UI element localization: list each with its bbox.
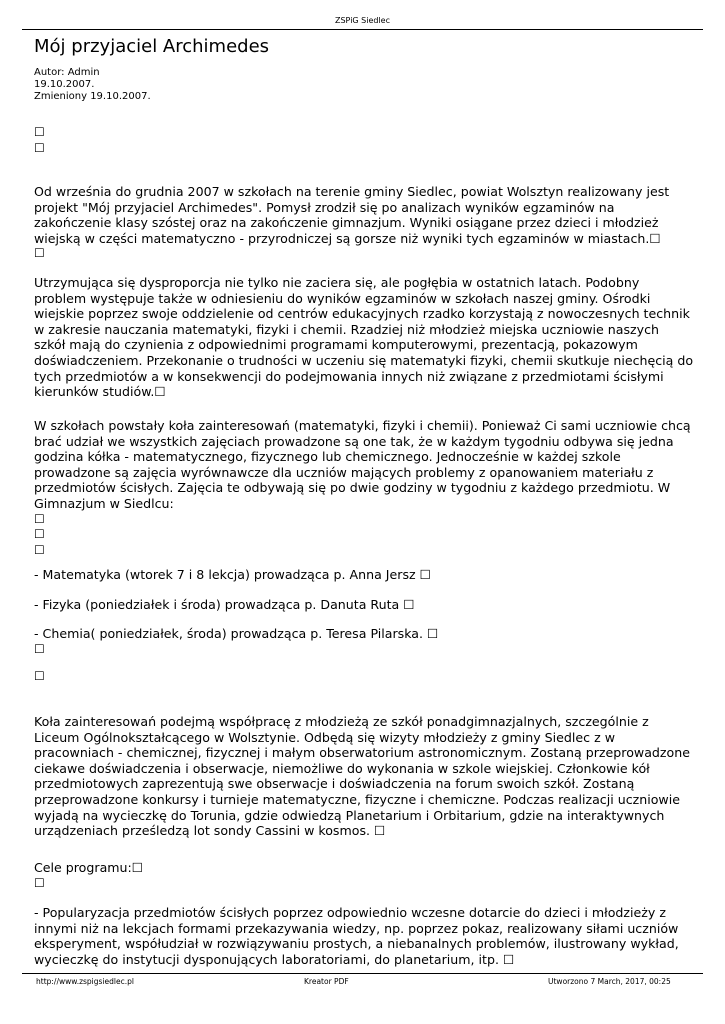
footer-divider <box>22 973 703 974</box>
published-date: 19.10.2007. <box>34 79 95 90</box>
paragraph-intro <box>34 184 694 262</box>
footer-generator: Kreator PDF <box>304 977 349 986</box>
placeholder-glyph: ☐ <box>34 246 45 261</box>
article-title: Mój przyjaciel Archimedes <box>34 36 270 57</box>
paragraph-goals <box>34 905 694 967</box>
placeholder-glyphs-1 <box>34 125 694 156</box>
article-meta <box>34 67 151 103</box>
list-item-chemistry <box>34 626 694 657</box>
list-item-text: - Chemia( poniedziałek, środa) prowadząca p. Teresa Pilarska. ☐ <box>34 626 439 641</box>
footer-url: http://www.zspigsiedlec.pl <box>36 977 134 986</box>
footer-created: Utworzono 7 March, 2017, 00:25 <box>548 977 671 986</box>
placeholder-glyph: ☐ <box>34 669 45 683</box>
author-line: Autor: Admin <box>34 67 100 78</box>
paragraph-disproportion <box>34 275 694 400</box>
paragraph-cooperation <box>34 714 694 839</box>
list-item-text: - Fizyka (poniedziałek i środa) prowadząca p. Danuta Ruta ☐ <box>34 597 415 612</box>
placeholder-glyph: ☐ <box>34 542 45 557</box>
placeholder-glyph: ☐ <box>34 511 45 526</box>
paragraph-text: Koła zainteresowań podejmą współpracę z młodzieżą ze szkół ponadgimnazjalnych, szczególnie z Liceum Ogólnokształcącego w Wolsztynie. Odbędą się wizyty młodzieży z gminy Siedlec z w pracowniach - chemicznej, fizycznej i małym obserwatorium astronomicznym. Zostaną przeprowadzone ciekawe doświadczenia i obserwacje, niemożliwe do wykonania w szkole wiejskiej. Członkowie kół przedmiotowych zaprezentują swe obserwacje i doświadczenia na forum swoich szkół. Zostaną przeprowadzone konkursy i turnieje matematyczne, fizyczne i chemiczne. Podczas realizacji uczniowie wyjadą na wycieczkę do Torunia, gdzie odwiedzą Planetarium i Orbitarium, gdzie na interaktywnych urządzeniach prześledzą lot sondy Cassini w kosmos. ☐ <box>34 714 690 839</box>
paragraph-text: Utrzymująca się dysproporcja nie tylko nie zaciera się, ale pogłębia w ostatnich latach. Podobny problem występuje także w odniesieniu do wyników egzaminów w szkołach naszej gminy. Ośrodki wiejskie poprzez swoje oddzielenie od centrów edukacyjnych rzadko korzystają z nowoczesnych technik w zakresie nauczania matematyki, fizyki i chemii. Rzadziej niż młodzież miejska uczniowie naszych szkół mają do czynienia z odpowiednimi programami komputerowymi, prezentacją, pokazowym doświadczeniem. Przekonanie o trudności w uczeniu się matematyki fizyki, chemii skutkuje niechęcią do tych przedmiotów a w konsekwencji do podejmowania innych niż związane z przedmiotami ścisłymi kierunków studiów.☐ <box>34 275 694 400</box>
list-item-physics <box>34 597 694 613</box>
header-divider <box>22 29 703 30</box>
placeholder-glyph: ☐ <box>34 125 45 139</box>
placeholder-glyph: ☐ <box>34 527 45 542</box>
list-item-text: - Matematyka (wtorek 7 i 8 lekcja) prowadząca p. Anna Jersz ☐ <box>34 567 431 582</box>
paragraph-text: Od września do grudnia 2007 w szkołach na terenie gminy Siedlec, powiat Wolsztyn realizowany jest projekt "Mój przyjaciel Archimedes". Pomysł zrodził się po analizach wyników egzaminów na zakończenie klasy szóstej oraz na zakończenie gimnazjum. Wyniki osiągane przez dzieci i młodzież wiejską w części matematyczno - przyrodniczej są gorsze niż wyniki tych egzaminów w miastach.☐ <box>34 184 670 246</box>
placeholder-glyph: ☐ <box>34 641 45 656</box>
placeholder-glyphs-2 <box>34 669 694 685</box>
modified-date: Zmieniony 19.10.2007. <box>34 91 151 102</box>
paragraph-text: W szkołach powstały koła zainteresowań (matematyki, fizyki i chemii). Ponieważ Ci sami uczniowie chcą brać udział we wszystkich zajęciach prowadzone są one tak, że w każdym tygodniu odbywa się jedna godzina kółka - matematycznego, fizycznego lub chemicznego. Jednocześnie w każdej szkole prowadzone są zajęcia wyrównawcze dla uczniów mających problemy z opanowaniem materiału z przedmiotów ścisłych. Zajęcia te odbywają się po dwie godziny w tygodniu z każdego przedmiotu. W Gimnazjum w Siedlcu: <box>34 418 691 511</box>
page-header-site: ZSPiG Siedlec <box>334 16 390 25</box>
list-item-math <box>34 567 694 583</box>
program-goals-heading <box>34 860 694 891</box>
placeholder-glyph: ☐ <box>34 140 45 155</box>
placeholder-glyph: ☐ <box>34 875 45 890</box>
paragraph-clubs <box>34 418 694 558</box>
paragraph-text: Cele programu:☐ <box>34 860 144 875</box>
paragraph-text: - Popularyzacja przedmiotów ścisłych poprzez odpowiednio wczesne dotarcie do dzieci i młodzieży z innymi niż na lekcjach formami przekazywania wiedzy, np. poprzez pokaz, realizowany siłami uczniów eksperyment, współudział w rozwiązywaniu prostych, a niebanalnych problemów, ilustrowany wykład, wycieczkę do instytucji dysponujących laboratoriami, do planetarium, itp. ☐ <box>34 905 679 967</box>
